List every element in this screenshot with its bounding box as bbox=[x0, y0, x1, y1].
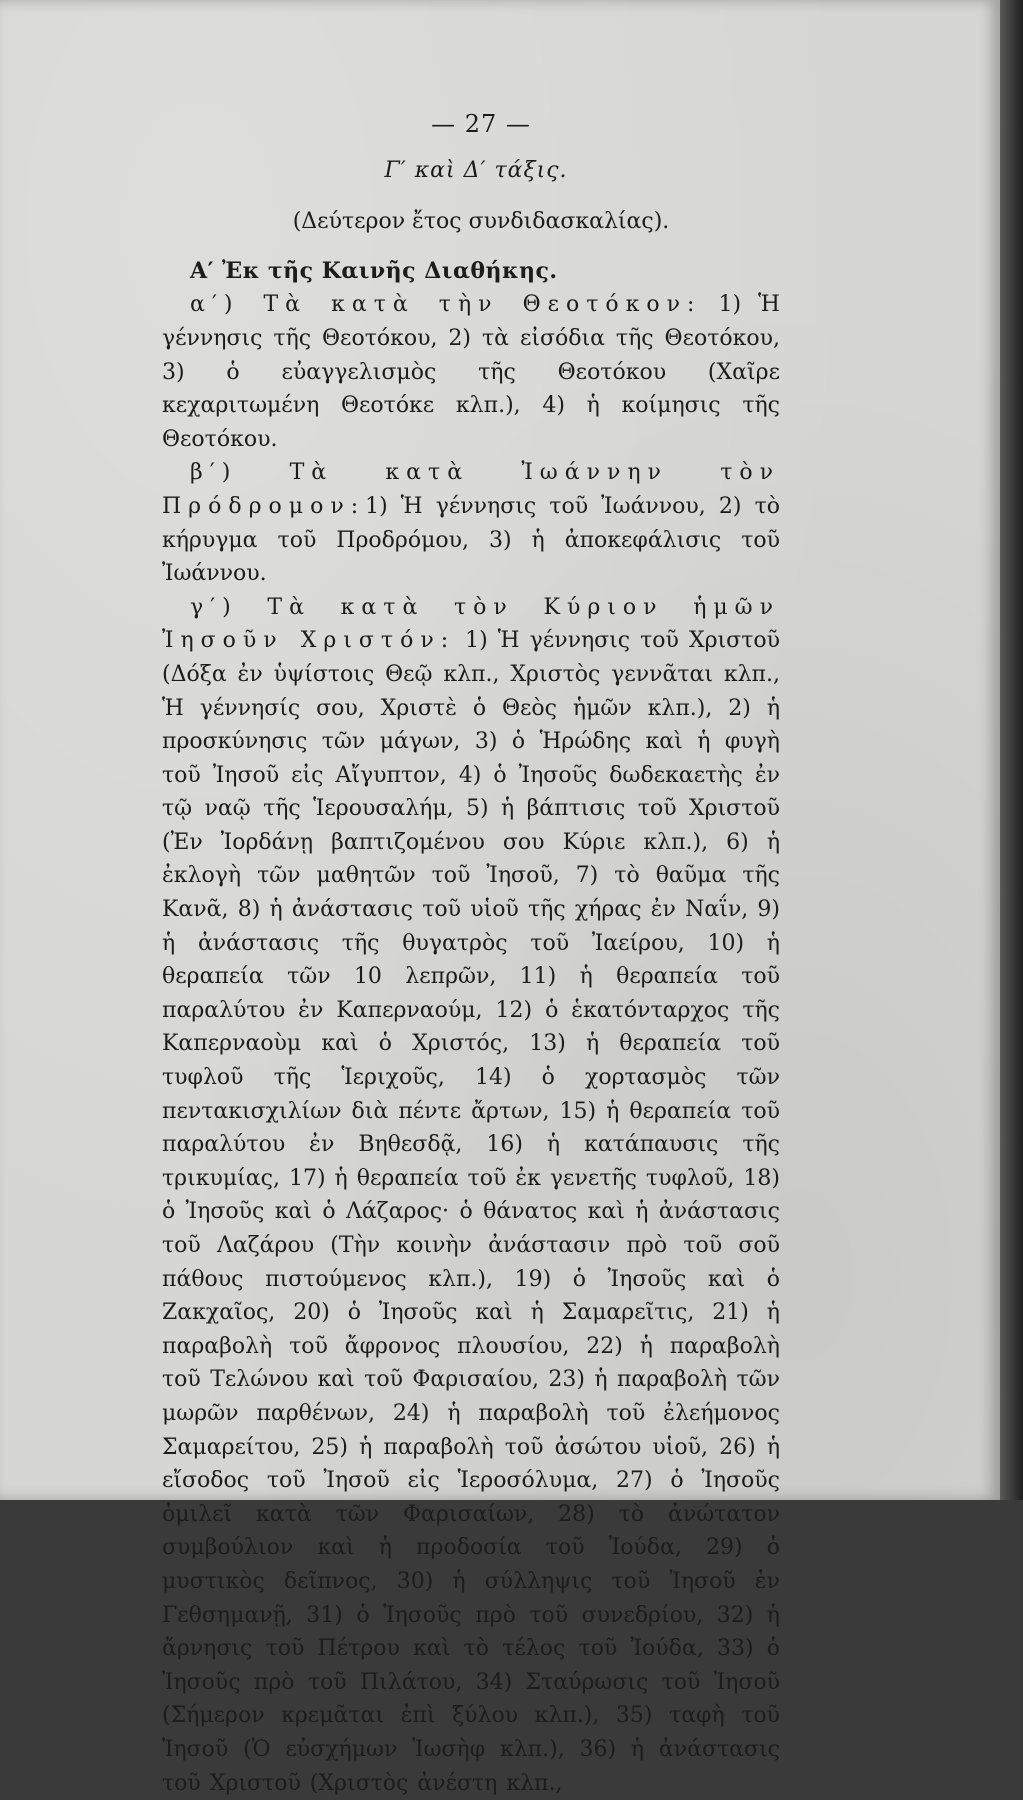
book-edge-shadow bbox=[1000, 0, 1023, 1500]
page-number: — 27 — bbox=[431, 110, 531, 138]
paragraph-prodromos bbox=[162, 456, 780, 590]
paragraph-body: 1) Ἡ γέννησις τῆς Θεοτόκου, 2) τὰ εἰσόδια τῆς Θεοτόκου, 3) ὁ εὐαγγελισμὸς τῆς Θεοτόκου (Χαῖρε κεχαριτωμένη Θεοτόκε κλπ.), 4) ἡ κοίμησις τῆς Θεοτόκου. bbox=[162, 292, 780, 452]
year-note: (Δεύτερον ἔτος συνδιδασκαλίας). bbox=[292, 209, 670, 235]
paragraph-theotokos bbox=[162, 288, 780, 456]
paragraph-christ bbox=[162, 591, 780, 1800]
page-text bbox=[162, 108, 780, 1800]
section-heading: Α′ Ἐκ τῆς Καινῆς Διαθήκης. bbox=[190, 257, 558, 284]
paragraph-lead: α′) Τὰ κατὰ τὴν Θεοτόκον: bbox=[190, 292, 702, 318]
paragraph-body: 1) Ἡ γέννησις τοῦ Χριστοῦ (Δόξα ἐν ὑψίστοις Θεῷ κλπ., Χριστὸς γεννᾶται κλπ., Ἡ γέννησίς σου, Χριστὲ ὁ Θεὸς ἡμῶν κλπ.), 2) ἡ προσκύνησις τῶν μάγων, 3) ὁ Ἡρώδης καὶ ἡ φυγὴ τοῦ Ἰησοῦ εἰς Αἴγυπτον, 4) ὁ Ἰησοῦς δωδεκαετὴς ἐν τῷ ναῷ τῆς Ἱερουσαλήμ, 5) ἡ βάπτισις τοῦ Χριστοῦ (Ἐν Ἰορδάνῃ βαπτιζομένου σου Κύριε κλπ.), 6) ἡ ἐκλογὴ τῶν μαθητῶν τοῦ Ἰησοῦ, 7) τὸ θαῦμα τῆς Κανᾶ, 8) ἡ ἀνάστασις τοῦ υἱοῦ τῆς χήρας ἐν Ναΐν, 9) ἡ ἀνάστασις τῆς θυγατρὸς τοῦ Ἰαείρου, 10) ἡ θεραπεία τῶν 10 λεπρῶν, 11) ἡ θεραπεία τοῦ παραλύτου ἐν Καπερναούμ, 12) ὁ ἑκατόνταρχος τῆς Καπερναοὺμ καὶ ὁ Χριστός, 13) ἡ θεραπεία τοῦ τυφλοῦ τῆς Ἱεριχοῦς, 14) ὁ χορτασμὸς τῶν πεντακισχιλίων διὰ πέντε ἄρτων, 15) ἡ θεραπεία τοῦ παραλύτου ἐν Βηθεσδᾷ, 16) ἡ κατάπαυσις τῆς τρικυμίας, 17) ἡ θεραπεία τοῦ ἐκ γενετῆς τυφλοῦ, 18) ὁ Ἰησοῦς καὶ ὁ Λάζαρος· ὁ θάνατος καὶ ἡ ἀνάστασις τοῦ Λαζάρου (Τὴν κοινὴν ἀνάστασιν πρὸ τοῦ σοῦ πάθους πιστούμενος κλπ.), 19) ὁ Ἰησοῦς καὶ ὁ Ζακχαῖος, 20) ὁ Ἰησοῦς καὶ ἡ Σαμαρεῖτις, 21) ἡ παραβολὴ τοῦ ἄφρονος πλουσίου, 22) ἡ παραβολὴ τοῦ Τελώνου καὶ τοῦ Φαρισαίου, 23) ἡ παραβολὴ τῶν μωρῶν παρθένων, 24) ἡ παραβολὴ τοῦ ἐλεήμονος Σαμαρείτου, 25) ἡ παραβολὴ τοῦ ἀσώτου υἱοῦ, 26) ἡ εἴσοδος τοῦ Ἰησοῦ εἰς Ἱεροσόλυμα, 27) ὁ Ἰησοῦς ὁμιλεῖ κατὰ τῶν Φαρισαίων, 28) τὸ ἀνώτατον συμβούλιον καὶ ἡ προδοσία τοῦ Ἰούδα, 29) ὁ μυστικὸς δεῖπνος, 30) ἡ σύλληψις τοῦ Ἰησοῦ ἐν Γεθσημανῇ, 31) ὁ Ἰησοῦς πρὸ τοῦ συνεδρίου, 32) ἡ ἄρνησις τοῦ Πέτρου καὶ τὸ τέλος τοῦ Ἰούδα, 33) ὁ Ἰησοῦς πρὸ τοῦ Πιλάτου, 34) Σταύρωσις τοῦ Ἰησοῦ (Σήμερον κρεμᾶται ἐπὶ ξύλου κλπ.), 35) ταφὴ τοῦ Ἰησοῦ (Ὁ εὐσχήμων Ἰωσὴφ κλπ.), 36) ἡ ἀνάστασις τοῦ Χριστοῦ (Χριστὸς ἀνέστη κλπ., bbox=[162, 628, 780, 1796]
paragraph-lead: β′) Τὰ κατὰ Ἰωάννην τὸν Πρόδρομον: bbox=[162, 460, 780, 519]
class-heading: Γ′ καὶ Δ′ τάξις. bbox=[384, 157, 568, 183]
paragraph-lead: γ′) Τὰ κατὰ τὸν Κύριον ἡμῶν Ἰησοῦν Χριστόν: bbox=[162, 594, 780, 654]
paragraph-body: 1) Ἡ γέννησις τοῦ Ἰωάννου, 2) τὸ κήρυγμα τοῦ Προδρόμου, 3) ἡ ἀποκεφάλισις τοῦ Ἰωάννου. bbox=[162, 493, 780, 587]
